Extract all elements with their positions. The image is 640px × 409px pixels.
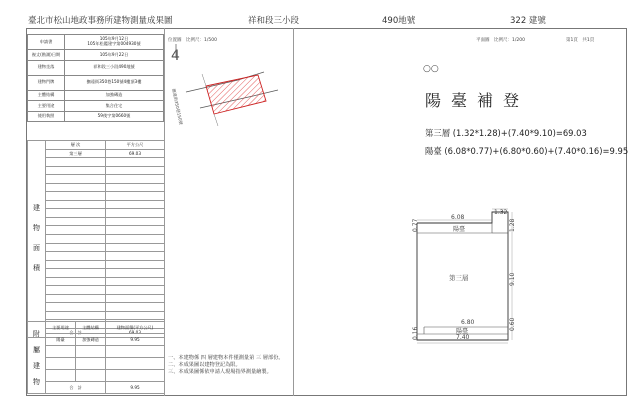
dim-right-top: 1.28 xyxy=(509,218,516,232)
area-cell: 9.95 xyxy=(106,334,165,346)
middle-divider xyxy=(293,28,294,396)
street-label: 撫遠街350巷150號 xyxy=(171,88,184,126)
info-label: 申請書 xyxy=(28,35,65,50)
plan-heading: 陽臺補登 xyxy=(425,91,530,110)
info-value: 撫遠街350巷150號4樓頂3樓 xyxy=(65,75,164,90)
info-row xyxy=(28,75,164,90)
notes xyxy=(168,355,284,376)
document-title: 臺北市松山地政事務所建物測量成果圖 xyxy=(28,16,173,26)
side-char: 物 xyxy=(33,377,40,386)
total-row xyxy=(28,382,165,394)
dim-bottom: 7.40 xyxy=(456,334,470,341)
note-line: 三、本成果圖係依申請人現場指界測量繪製。 xyxy=(168,369,272,375)
table-row xyxy=(28,149,165,158)
floor-area-formula: 第三層 (1.32*1.28)+(7.40*9.10)=69.03 xyxy=(425,128,587,138)
side-char: 建 xyxy=(33,204,40,213)
info-label: 主要用途 xyxy=(28,101,65,112)
floor-column-header: 層 次 xyxy=(46,141,106,150)
area-cell: 69.03 xyxy=(106,149,165,158)
attached-area-column-header: 建物面積(平方公尺) xyxy=(106,322,165,334)
info-value: 集合住宅 xyxy=(65,101,164,112)
north-arrow-icon xyxy=(172,44,180,58)
info-label: 使用執照 xyxy=(28,111,65,122)
info-value: 祥和段三小段490地號 xyxy=(65,60,164,75)
dim-right-bottom: 0.60 xyxy=(509,317,516,331)
balcony-area-formula: 陽臺 (6.08*0.77)+(6.80*0.60)+(7.40*0.16)=9.95 xyxy=(425,146,629,156)
table-row xyxy=(28,334,165,346)
building-number: 322 建號 xyxy=(510,16,546,26)
circle-mark: ○○ xyxy=(423,64,439,74)
dim-top: 6.08 xyxy=(451,214,465,221)
location-map-scale: 位置圖 比例尺：1/500 xyxy=(168,38,217,43)
info-row xyxy=(28,35,164,50)
balcony-top-label: 陽臺 xyxy=(453,226,466,233)
attached-building-table xyxy=(27,321,165,394)
structure-cell: 加強磚造 xyxy=(76,334,106,346)
total-value: 9.95 xyxy=(106,382,165,394)
info-value: 加強磚造 xyxy=(65,90,164,101)
floor-label: 第三層 xyxy=(449,274,469,282)
info-value: 59使字第0660號 xyxy=(65,111,164,122)
floor-plan-scale: 平面圖 比例尺：1/200 xyxy=(476,38,525,43)
info-label: 主體結構 xyxy=(28,90,65,101)
building-area-table xyxy=(27,140,165,338)
dim-mid: 6.80 xyxy=(461,319,475,326)
dim-left-bottom: 0.16 xyxy=(412,326,419,340)
total-label: 合 計 xyxy=(46,329,106,338)
side-char: 面 xyxy=(33,244,40,253)
location-map-drawing xyxy=(178,62,293,137)
area-column-header: 平方公尺 xyxy=(106,141,165,150)
parcel-number: 490地號 xyxy=(382,16,416,26)
use-cell: 陽臺 xyxy=(46,334,76,346)
info-label: 建物坐落 xyxy=(28,60,65,75)
info-value: 105年9月22日 xyxy=(65,50,164,61)
info-row xyxy=(28,90,164,101)
info-table xyxy=(27,34,164,122)
dim-right-mid: 9.10 xyxy=(509,272,516,286)
section-name: 祥和段三小段 xyxy=(248,16,300,26)
page-indicator: 第1頁 共1頁 xyxy=(566,38,595,43)
balcony-bottom-label: 陽臺 xyxy=(456,328,469,335)
floor-cell: 第三層 xyxy=(46,149,106,158)
note-line: 一、本建物係 四 層建物本件僅測量第 三 層部份。 xyxy=(168,355,284,361)
side-char: 建 xyxy=(33,361,40,370)
info-row xyxy=(28,50,164,61)
info-row xyxy=(28,111,164,122)
side-char: 積 xyxy=(33,264,40,273)
side-char: 屬 xyxy=(33,345,40,354)
dim-top-right: 1.32 xyxy=(494,209,508,216)
structure-column-header: 主體結構 xyxy=(76,322,106,334)
dim-left-top: 0.77 xyxy=(412,218,419,232)
building-area-side-label xyxy=(28,141,46,338)
note-line: 二、本成果圖以建物登記為限。 xyxy=(168,362,241,368)
side-char: 附 xyxy=(33,329,40,338)
side-char: 物 xyxy=(33,224,40,233)
use-column-header: 主要用途 xyxy=(46,322,76,334)
total-label: 合 計 xyxy=(46,382,106,394)
info-row xyxy=(28,60,164,75)
total-value: 69.03 xyxy=(106,329,165,338)
info-row xyxy=(28,101,164,112)
info-value: 105年9月12日 105年松鑑建字第004930號 xyxy=(65,35,164,50)
attached-side-label xyxy=(28,322,46,394)
info-label: 建物門牌 xyxy=(28,75,65,90)
info-label: 複丈(勘測)日期 xyxy=(28,50,65,61)
north-arrow-mark: 4 xyxy=(171,48,180,64)
